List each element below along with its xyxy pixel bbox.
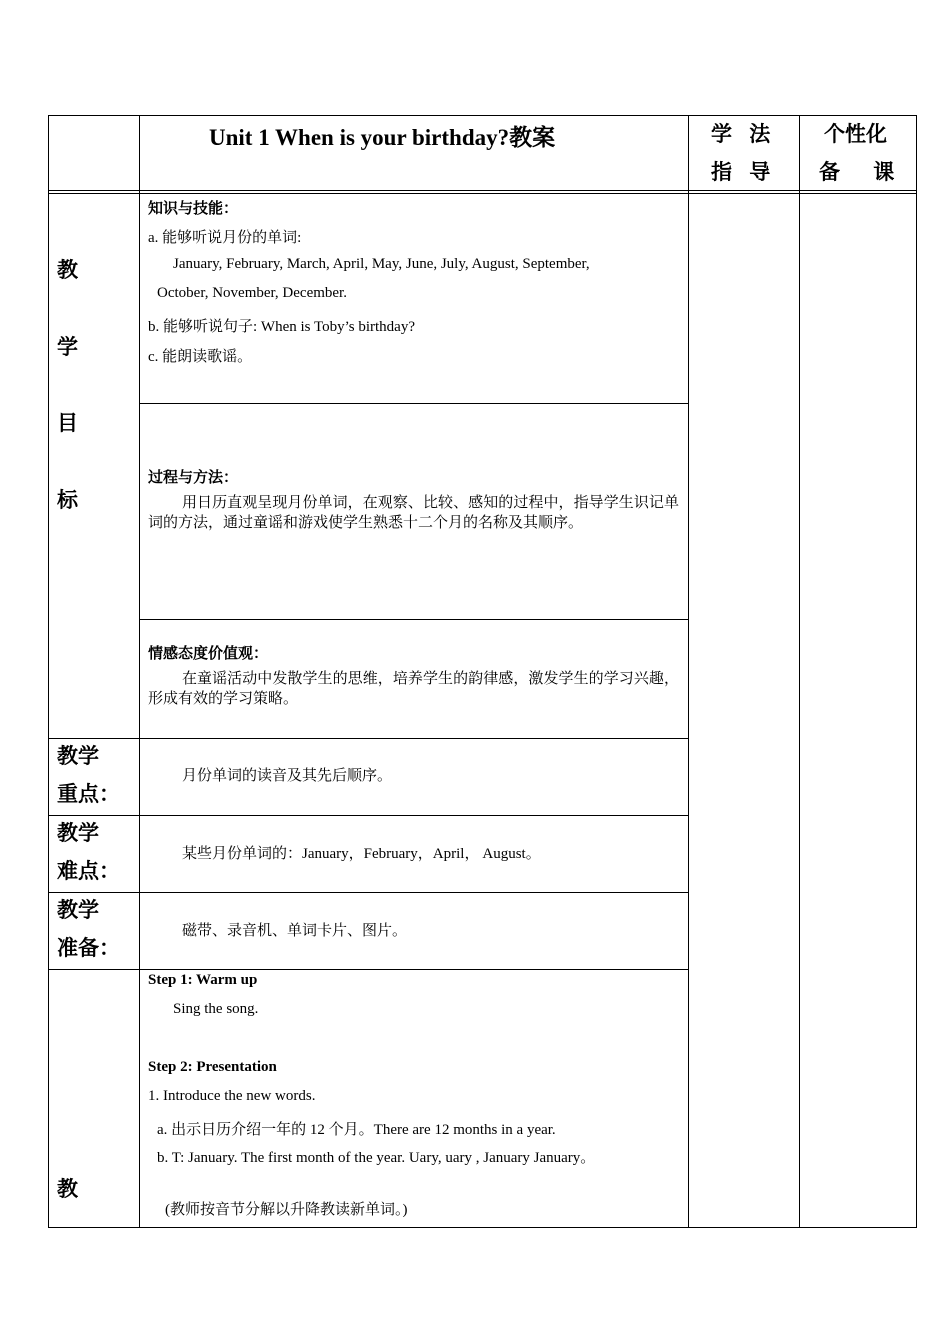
header-personal-prep-line1: 个性化 xyxy=(824,121,887,146)
key-points-text: 月份单词的读音及其先后顺序。 xyxy=(182,768,393,784)
emotion-heading: 情感态度价值观： xyxy=(148,646,269,662)
side-label-objectives-4: 标 xyxy=(57,487,78,512)
side-label-keypoints-1: 教学 xyxy=(57,743,99,768)
side-label-objectives-1: 教 xyxy=(57,257,78,282)
knowledge-item-a: a. 能够听说月份的单词: xyxy=(148,230,302,246)
side-label-keypoints-2: 重点： xyxy=(57,781,120,806)
rule-objectives-bottom xyxy=(48,738,689,739)
side-label-difficulties-1: 教学 xyxy=(57,820,99,845)
side-label-objectives-3: 目 xyxy=(57,410,78,435)
knowledge-item-c: c. 能朗读歌谣。 xyxy=(148,349,253,365)
emotion-text: 在童谣活动中发散学生的思维，培养学生的韵律感，激发学生的学习兴趣，形成有效的学习策略。 xyxy=(148,671,679,707)
rule-bottom xyxy=(48,1227,917,1228)
side-label-process: 教 xyxy=(57,1176,78,1201)
side-label-preparation-1: 教学 xyxy=(57,897,99,922)
rule-right xyxy=(916,115,917,1228)
knowledge-item-b: b. 能够听说句子: When is Toby’s birthday? xyxy=(148,319,415,335)
side-label-preparation-2: 准备： xyxy=(57,935,120,960)
step2-note: (教师按音节分解以升降教读新单词。) xyxy=(165,1202,408,1218)
rule-col2 xyxy=(688,115,689,1228)
process-text: 用日历直观呈现月份单词，在观察、比较、感知的过程中，指导学生识记单词的方法，通过童谣和游戏使学生熟悉十二个月的名称及其顺序。 xyxy=(148,495,679,531)
rule-keypoints-bottom xyxy=(48,815,689,816)
step1-text: Sing the song. xyxy=(173,1001,259,1017)
months-line-1: January, February, March, April, May, June, July, August, September, xyxy=(173,256,590,272)
knowledge-heading: 知识与技能： xyxy=(148,201,239,217)
rule-difficulties-bottom xyxy=(48,892,689,893)
step1-heading: Step 1: Warm up xyxy=(148,972,258,988)
process-heading: 过程与方法： xyxy=(148,470,239,486)
header-method-guide-line1: 学 法 xyxy=(711,121,771,146)
difficulties-text: 某些月份单词的：January，February，April， August。 xyxy=(182,846,541,862)
rule-col1 xyxy=(139,115,140,1228)
rule-knowledge-bottom xyxy=(140,403,689,404)
rule-header-bottom xyxy=(48,190,917,191)
step2-item-a: a. 出示日历介绍一年的 12 个月。There are 12 months in a year. xyxy=(157,1122,556,1138)
side-label-difficulties-2: 难点： xyxy=(57,858,120,883)
header-method-guide-line2: 指 导 xyxy=(711,159,771,184)
page-title: Unit 1 When is your birthday?教案 xyxy=(209,125,556,150)
header-personal-prep-line2: 备 课 xyxy=(819,159,895,184)
side-label-objectives-2: 学 xyxy=(57,334,78,359)
rule-col3 xyxy=(799,115,800,1228)
rule-top xyxy=(48,115,917,116)
months-line-2: October, November, December. xyxy=(157,285,347,301)
step2-heading: Step 2: Presentation xyxy=(148,1059,277,1075)
step2-item-1: 1. Introduce the new words. xyxy=(148,1088,316,1104)
rule-header-bottom-2 xyxy=(48,193,917,194)
preparation-text: 磁带、录音机、单词卡片、图片。 xyxy=(182,923,408,939)
step2-item-b: b. T: January. The first month of the year. Uary, uary , January January。 xyxy=(157,1150,596,1166)
rule-left xyxy=(48,115,49,1228)
rule-process-bottom xyxy=(140,619,689,620)
rule-preparation-bottom xyxy=(48,969,689,970)
